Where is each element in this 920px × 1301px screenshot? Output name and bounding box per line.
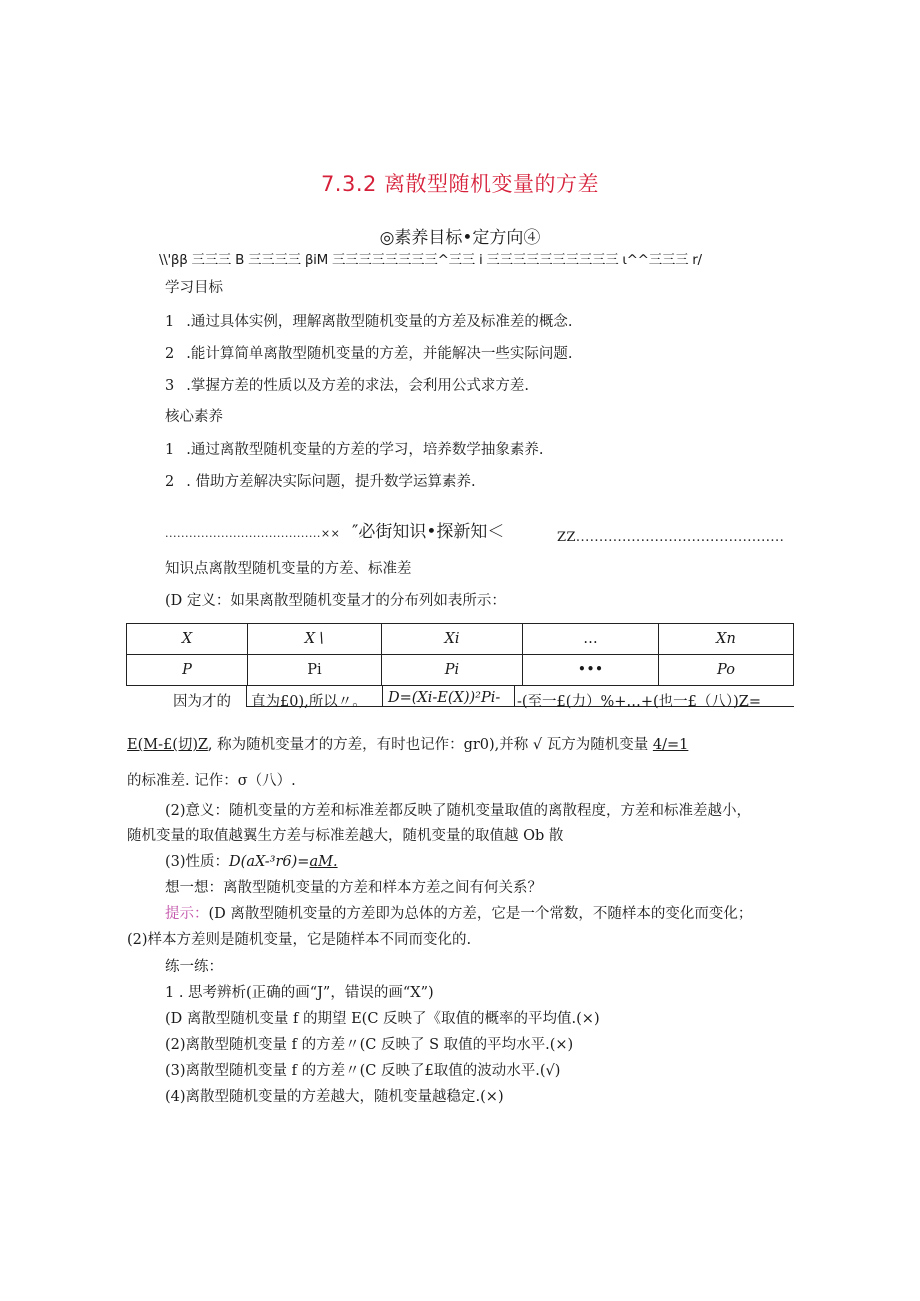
goal-text: .掌握方差的性质以及方差的求法，会利用公式求方差. [186,378,529,394]
goal-number: 1 [165,314,175,330]
practice-heading: 练一练： [165,959,223,975]
table-cell: Pi [382,655,523,686]
table-row [127,624,794,655]
std-definition-line: 的标准差. 记作：σ（八）. [127,773,296,789]
core-item [165,475,476,490]
table-cell: Po [659,655,794,686]
table-cell: Xn [659,624,794,655]
goal-text: .能计算简单离散型随机变量的方差，并能解决一些实际问题. [186,346,573,362]
table-divider [246,686,247,707]
definition-intro: (D 定义：如果离散型随机变量才的分布列如表所示： [165,593,506,609]
section-banner-goals: ◎素养目标•定方向④ [379,228,541,248]
goal-number: 2 [165,346,175,362]
goal-number: 3 [165,378,175,394]
practice-intro: 1 . 思考辨析(正确的画“J”，错误的画“X”) [165,985,434,1001]
banner-dots-right: ZZ............................................. [557,530,785,545]
table-divider [382,686,383,707]
hint-line [165,907,752,922]
formula-fragment: -(至一£(力）%+…+(也一£（八）)Z= [517,694,762,710]
table-cell: … [523,624,659,655]
table-cell: Xi [382,624,523,655]
practice-item: (D 离散型随机变量 f 的期望 E(C 反映了《取值的概率的平均值.(×) [165,1011,600,1027]
hint-label: 提示： [165,906,209,922]
practice-item: (2)离散型随机变量 f 的方差〃(C 反映了 S 取值的平均水平.(×) [165,1037,574,1053]
practice-item: (4)离散型随机变量的方差越大，随机变量越稳定.(×) [165,1089,504,1105]
banner-dots-left: .......................................×× [165,527,341,540]
definition-text: , 称为随机变量才的方差，有时也记作：gr0),并称 √ 瓦方为随机变量 [207,737,653,753]
underlined-term: E(M-£(切)Z [127,737,208,753]
core-number: 2 [165,474,175,490]
meaning-line: 随机变量的取值越翼生方差与标准差越大，随机变量的取值越 Ob 散 [127,828,564,844]
property-formula: D(aX-³r6)= [229,854,310,870]
core-number: 1 [165,442,175,458]
formula-fragment: 因为才的 [173,694,231,710]
goal-item [165,315,572,330]
goal-item [165,347,572,362]
decorative-rule: \\'ββ 三三三 B 三三三三 βiM 三三三三三三三三^三三 i 三三三三三三三三三三 ι^^三三三 r/ [159,252,702,268]
core-heading: 核心素养 [165,409,223,425]
goal-text: .通过具体实例，理解离散型随机变量的方差及标准差的概念. [186,314,573,330]
table-row [127,655,794,686]
practice-item: (3)离散型随机变量 f 的方差〃(C 反映了£取值的波动水平.(√) [165,1063,561,1079]
table-cell: P [127,655,248,686]
table-cell: X [127,624,248,655]
underlined-term: 4/=1 [652,737,689,753]
goal-item [165,379,529,394]
table-cell: X∖ [248,624,382,655]
property-label: (3)性质： [165,854,230,870]
property-result: aM. [309,854,338,870]
table-cell: Pi [248,655,382,686]
core-text: .通过离散型随机变量的方差的学习，培养数学抽象素养. [186,442,544,458]
core-text: . 借助方差解决实际问题，提升数学运算素养. [186,474,476,490]
think-question: 想一想：离散型随机变量的方差和样本方差之间有何关系？ [165,880,542,896]
meaning-line: (2)意义：随机变量的方差和标准差都反映了随机变量取值的离散程度，方差和标准差越小， [165,803,752,819]
table-divider [514,686,515,707]
hint-text: (D 离散型随机变量的方差即为总体的方差，它是一个常数，不随样本的变化而变化； [208,906,753,922]
variance-definition-line [127,738,688,753]
variance-formula: D=(Xi-E(X))²Pi- [388,690,501,706]
table-cell: ••• [523,655,659,686]
distribution-table [126,623,794,686]
core-item [165,443,543,458]
knowledge-point-heading: 知识点离散型随机变量的方差、标准差 [165,561,412,577]
hint-line: (2)样本方差则是随机变量，它是随样本不同而变化的. [127,932,472,948]
goals-heading: 学习目标 [165,280,223,296]
section-banner-knowledge: ″必街知识•探新知＜ [352,522,505,542]
page-title: 7.3.2 离散型随机变量的方差 [320,172,600,196]
formula-fragment: 直为£0),所以〃。 [251,694,367,710]
property-line [165,855,338,870]
